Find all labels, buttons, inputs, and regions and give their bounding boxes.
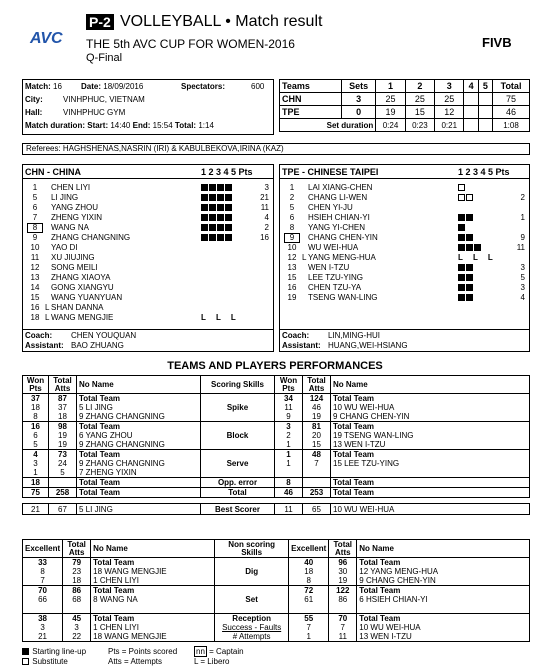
perf-row: 3 24 9 ZHANG CHANGNING 1 7 15 LEE TZU-YING (23, 459, 530, 468)
player-row (23, 233, 273, 243)
player-name: WANG MENGJIE (51, 313, 114, 322)
player-row (280, 193, 529, 203)
square-icon (458, 234, 465, 241)
player-number: 1 (289, 183, 295, 192)
perf-row: 18 Total Team Opp. error 8 Total Team (23, 478, 530, 488)
player-number: 12 (30, 263, 40, 272)
player-row (23, 283, 273, 293)
square-icon (217, 204, 224, 211)
best-scorer-row: 21 67 5 LI JING Best Scorer 11 65 10 WU WEI-HUA (23, 504, 530, 515)
player-number: 9 (284, 233, 300, 243)
player-name: WU WEI-HUA (308, 243, 359, 252)
square-icon (458, 294, 465, 301)
square-icon (458, 244, 465, 251)
perf-row: 6 19 6 YANG ZHOU 2 20 19 TSENG WAN-LING (23, 431, 530, 440)
player-row (280, 213, 529, 223)
player-number: 6 (289, 213, 295, 222)
perf-row: 75 258 Total Team Total 46 253 Total Team (23, 488, 530, 498)
player-name: CHEN LIYI (51, 183, 91, 192)
set-squares (201, 233, 233, 243)
libero-sets: L L L (201, 313, 240, 322)
player-points: 3 (520, 263, 525, 272)
skill-label: Reception Success - Faults # Attempts (215, 613, 289, 641)
player-number: 9 (32, 233, 38, 242)
set-squares (458, 233, 474, 243)
player-name: CHANG LI-WEN (308, 193, 368, 202)
player-name: YANG ZHOU (51, 203, 98, 212)
set-squares (458, 213, 474, 223)
player-name: ZHANG CHANGNING (51, 233, 131, 242)
perf-row: 21 22 18 WANG MENGJIE 1 11 13 WEN I-TZU (23, 632, 530, 642)
player-points: 11 (516, 243, 525, 252)
team-b-name: TPE - CHINESE TAIPEI (282, 167, 379, 177)
square-icon (217, 214, 224, 221)
set-squares (201, 223, 233, 233)
player-number: 6 (32, 203, 38, 212)
square-icon (466, 244, 473, 251)
square-icon (201, 214, 208, 221)
player-name: LEE TZU-YING (308, 273, 363, 282)
player-points: 21 (260, 193, 269, 202)
player-points: 11 (260, 203, 269, 212)
square-icon (209, 234, 216, 241)
square-icon (458, 194, 465, 201)
perf-row: 18 37 5 LI JING 11 46 10 WU WEI-HUA (23, 403, 530, 412)
set-squares (201, 213, 233, 223)
perf-row: 8 23 18 WANG MENGJIE 18 30 12 YANG MENG-HUA (23, 567, 530, 576)
player-points: 5 (520, 273, 525, 282)
square-icon (201, 234, 208, 241)
square-icon (201, 204, 208, 211)
page-title: VOLLEYBALL • Match result (120, 13, 323, 30)
square-icon (225, 234, 232, 241)
player-row (23, 293, 273, 303)
player-name: TSENG WAN-LING (308, 293, 378, 302)
player-row (280, 283, 529, 293)
event-title: THE 5th AVC CUP FOR WOMEN-2016 (86, 37, 295, 51)
player-name: CHEN YI-JU (308, 203, 353, 212)
player-name: YANG YI-CHEN (308, 223, 366, 232)
skill-label: Serve (201, 450, 275, 478)
player-row (23, 303, 273, 313)
player-number: 10 (287, 243, 297, 252)
player-points: 2 (264, 223, 269, 232)
team-b-panel: TPE - CHINESE TAIPEI 1 2 3 4 5 Pts 1 LAI XIANG-CHEN 2 CHANG LI-WEN 2 5 CHEN YI-JU 6 HSIEH CHIAN-YI 1 8 YANG YI-CHEN 9 CHANG CHEN-YIN 9 10 WU WEI-HUA 11 12 L YANG MENG-HUA L L L 13 WEN I-TZU 3 15 LEE TZU-YING 5 16 CHEN TZU-YA 3 19 TSENG WAN-LING 4 Coach: LIN,MING-HUI Assistant: HUANG,WEI-HSIANG (279, 164, 530, 352)
player-row (280, 233, 529, 243)
perf-row: 38 45 Total Team Reception Success - Faults # Attempts 55 70 Total Team (23, 613, 530, 623)
avc-logo: AVC (30, 30, 63, 47)
skill-label: Dig (215, 558, 289, 586)
perf-row: 1 5 7 ZHENG YIXIN (23, 468, 530, 478)
square-icon (458, 274, 465, 281)
square-icon (209, 224, 216, 231)
set-squares (458, 273, 474, 283)
player-number: 19 (287, 293, 297, 302)
square-icon (458, 284, 465, 291)
square-icon (458, 184, 465, 191)
player-row (23, 193, 273, 203)
square-icon (225, 224, 232, 231)
square-icon (474, 244, 481, 251)
player-number: 13 (30, 273, 40, 282)
player-name: WEN I-TZU (308, 263, 350, 272)
phase: Q-Final (86, 52, 123, 64)
square-icon (466, 284, 473, 291)
set-squares (201, 203, 233, 213)
square-icon (201, 194, 208, 201)
square-icon (217, 194, 224, 201)
player-row (280, 223, 529, 233)
perf-row: 4 73 Total Team Serve 1 48 Total Team (23, 450, 530, 460)
set-squares (458, 253, 497, 263)
fivb-logo: FIVB (482, 35, 512, 50)
player-number: 18 (30, 313, 40, 322)
referees: Referees: HAGHSHENAS,NASRIN (IRI) & KABULBEKOVA,IRINA (KAZ) (22, 143, 530, 155)
player-number: 12 (287, 253, 297, 262)
perf-row: 33 79 Total Team Dig 40 96 Total Team (23, 558, 530, 568)
perf-title: TEAMS AND PLAYERS PERFORMANCES (167, 360, 383, 372)
player-number: 15 (287, 273, 297, 282)
libero-mark: L (302, 253, 307, 262)
square-icon (466, 264, 473, 271)
player-number: 8 (289, 223, 295, 232)
player-number: 10 (30, 243, 40, 252)
perf-row: 16 98 Total Team Block 3 81 Total Team (23, 422, 530, 432)
player-row (23, 183, 273, 193)
square-icon (466, 274, 473, 281)
player-row (23, 273, 273, 283)
score-row: CHN 3 25 25 25 75 (280, 93, 530, 106)
team-a-panel: CHN - CHINA 1 2 3 4 5 Pts 1 CHEN LIYI 3 5 LI JING 21 6 YANG ZHOU 11 7 ZHENG YIXIN 4 8 WANG NA 2 9 ZHANG CHANGNING 16 10 YAO DI 11 XU JIUJING 12 SONG MEILI 13 ZHANG XIAOYA 14 GONG XIANGYU 15 WANG YUANYUAN 16 L SHAN DANNA 18 L WANG MENGJIE L L L Coach: CHEN YOUQUAN Assistant: BAO ZHUANG (22, 164, 274, 352)
set-squares (458, 283, 474, 293)
set-squares (458, 193, 474, 203)
player-row (23, 253, 273, 263)
square-icon (209, 204, 216, 211)
libero-mark: L (45, 313, 50, 322)
square-icon (466, 294, 473, 301)
set-squares (458, 183, 466, 193)
set-squares (201, 313, 240, 323)
player-name: CHANG CHEN-YIN (308, 233, 378, 242)
square-icon (466, 194, 473, 201)
player-name: HSIEH CHIAN-YI (308, 213, 370, 222)
libero-mark: L (45, 303, 50, 312)
square-icon (201, 184, 208, 191)
player-name: ZHENG YIXIN (51, 213, 102, 222)
perf-row: 5 19 9 ZHANG CHANGNING 1 15 13 WEN I-TZU (23, 440, 530, 450)
set-squares (201, 183, 233, 193)
player-points: 3 (520, 283, 525, 292)
player-number: 15 (30, 293, 40, 302)
skill-label: Block (201, 422, 275, 450)
player-name: XU JIUJING (51, 253, 95, 262)
match-info: Match: 16 Date: 18/09/2016 Spectators: 600 City: VINHPHUC, VIETNAM Hall: VINHPHUC GYM Match duration: Start: 14:40 End: 15:54 Total: 1:14 (22, 79, 274, 135)
player-points: 4 (520, 293, 525, 302)
score-row: TPE 0 19 15 12 46 (280, 106, 530, 119)
square-icon (466, 234, 473, 241)
player-row (280, 253, 529, 263)
set-squares (458, 263, 474, 273)
player-row (23, 203, 273, 213)
skill-label: Spike (201, 394, 275, 422)
player-row (280, 203, 529, 213)
square-icon (225, 184, 232, 191)
player-number: 16 (30, 303, 40, 312)
square-icon (225, 214, 232, 221)
perf-row: 66 68 8 WANG NA 61 86 6 HSIEH CHIAN-YI (23, 595, 530, 604)
perf-scoring: Won Pts Total Atts No Name Scoring Skills Won Pts Total Atts No Name 37 87 Total Team Spike 34 124 Total Team 18 37 5 LI JING 11 46 10 WU WEI-HUA 8 18 9 ZHANG CHANGNING 9 19 9 CHANG CHEN-YIN 16 98 Total Team Block 3 81 Total Team 6 19 6 YANG ZHOU 2 20 19 TSENG WAN-LING 5 19 9 ZHANG CHANGNING 1 15 13 WEN I-TZU 4 73 Total Team Serve 1 48 Total Team 3 24 9 ZHANG CHANGNING 1 7 15 LEE TZU-YING 1 5 7 ZHENG YIXIN 18 Total Team Opp. error 8 Total Team 75 258 Total Team Total 46 253 Total Team 21 67 5 LI JING Best Scorer 11 65 10 WU WEI-HUA (22, 375, 530, 515)
player-row (280, 263, 529, 273)
perf-row: 8 18 9 ZHANG CHANGNING 9 19 9 CHANG CHEN-YIN (23, 412, 530, 422)
player-row (23, 223, 273, 233)
square-icon (458, 264, 465, 271)
perf-row: 3 3 1 CHEN LIYI 7 7 10 WU WEI-HUA (23, 623, 530, 632)
player-name: CHEN TZU-YA (308, 283, 362, 292)
skill-label: Set (215, 586, 289, 614)
square-icon (225, 204, 232, 211)
player-row (280, 183, 529, 193)
square-icon (466, 214, 473, 221)
square-icon (458, 214, 465, 221)
player-points: 3 (264, 183, 269, 192)
player-name: LI JING (51, 193, 79, 202)
player-row (280, 273, 529, 283)
player-number: 11 (30, 253, 40, 262)
square-icon (225, 194, 232, 201)
player-number: 7 (32, 213, 38, 222)
square-icon (209, 214, 216, 221)
square-icon (217, 224, 224, 231)
player-row (23, 263, 273, 273)
player-name: YAO DI (51, 243, 78, 252)
libero-sets: L L L (458, 253, 497, 262)
best-scorer-label: Best Scorer (201, 504, 275, 515)
player-name: ZHANG XIAOYA (51, 273, 111, 282)
player-points: 16 (260, 233, 269, 242)
player-number: 2 (289, 193, 295, 202)
player-name: SHAN DANNA (51, 303, 104, 312)
player-name: GONG XIANGYU (51, 283, 114, 292)
player-number: 16 (287, 283, 297, 292)
player-points: 9 (520, 233, 525, 242)
square-icon (458, 224, 465, 231)
set-squares (458, 223, 466, 233)
player-points: 4 (264, 213, 269, 222)
perf-nonscoring: Excellent Total Atts No Name Non scoring Skills Excellent Total Atts No Name 33 79 Total Team Dig 40 96 Total Team 8 23 18 WANG MENGJIE 18 30 12 YANG MENG-HUA 7 18 1 CHEN LIYI 8 19 9 CHANG CHEN-YIN 70 86 Total Team Set 72 122 Total Team 66 68 8 WANG NA 61 86 6 HSIEH CHIAN-YI 38 45 Total Team Reception Success - Faults # Attempts 55 70 Total Team 3 3 1 CHEN LIYI 7 7 10 WU WEI-HUA 21 22 18 WANG MENGJIE 1 11 13 WEN I-TZU (22, 539, 530, 642)
perf-row: 7 18 1 CHEN LIYI 8 19 9 CHANG CHEN-YIN (23, 576, 530, 586)
player-number: 1 (32, 183, 38, 192)
set-squares (201, 193, 233, 203)
player-row (280, 243, 529, 253)
player-row (280, 293, 529, 303)
player-row (23, 243, 273, 253)
player-name: YANG MENG-HUA (308, 253, 376, 262)
set-squares (458, 293, 474, 303)
player-number: 8 (27, 223, 43, 233)
team-a-name: CHN - CHINA (25, 167, 81, 177)
square-icon (201, 224, 208, 231)
player-row (23, 213, 273, 223)
square-icon (217, 184, 224, 191)
player-name: SONG MEILI (51, 263, 98, 272)
skill-label: Opp. error (201, 478, 275, 488)
player-name: WANG NA (51, 223, 89, 232)
square-icon (209, 194, 216, 201)
player-number: 5 (289, 203, 295, 212)
player-points: 1 (520, 213, 525, 222)
player-number: 5 (32, 193, 38, 202)
skill-label: Total (201, 488, 275, 498)
perf-row: 37 87 Total Team Spike 34 124 Total Team (23, 394, 530, 404)
player-points: 2 (520, 193, 525, 202)
player-number: 14 (30, 283, 40, 292)
player-row (23, 313, 273, 323)
score-table: Teams Sets 1 2 3 4 5 Total CHN 3 25 25 25 75 TPE 0 19 15 12 46 Set duration 0:24 0:23 0:21 1:08 (279, 79, 530, 132)
player-name: LAI XIANG-CHEN (308, 183, 373, 192)
set-squares (458, 243, 482, 253)
player-number: 13 (287, 263, 297, 272)
square-icon (209, 184, 216, 191)
player-name: WANG YUANYUAN (51, 293, 123, 302)
square-icon (217, 234, 224, 241)
perf-row: 70 86 Total Team Set 72 122 Total Team (23, 586, 530, 596)
code-badge: P-2 (86, 14, 114, 30)
